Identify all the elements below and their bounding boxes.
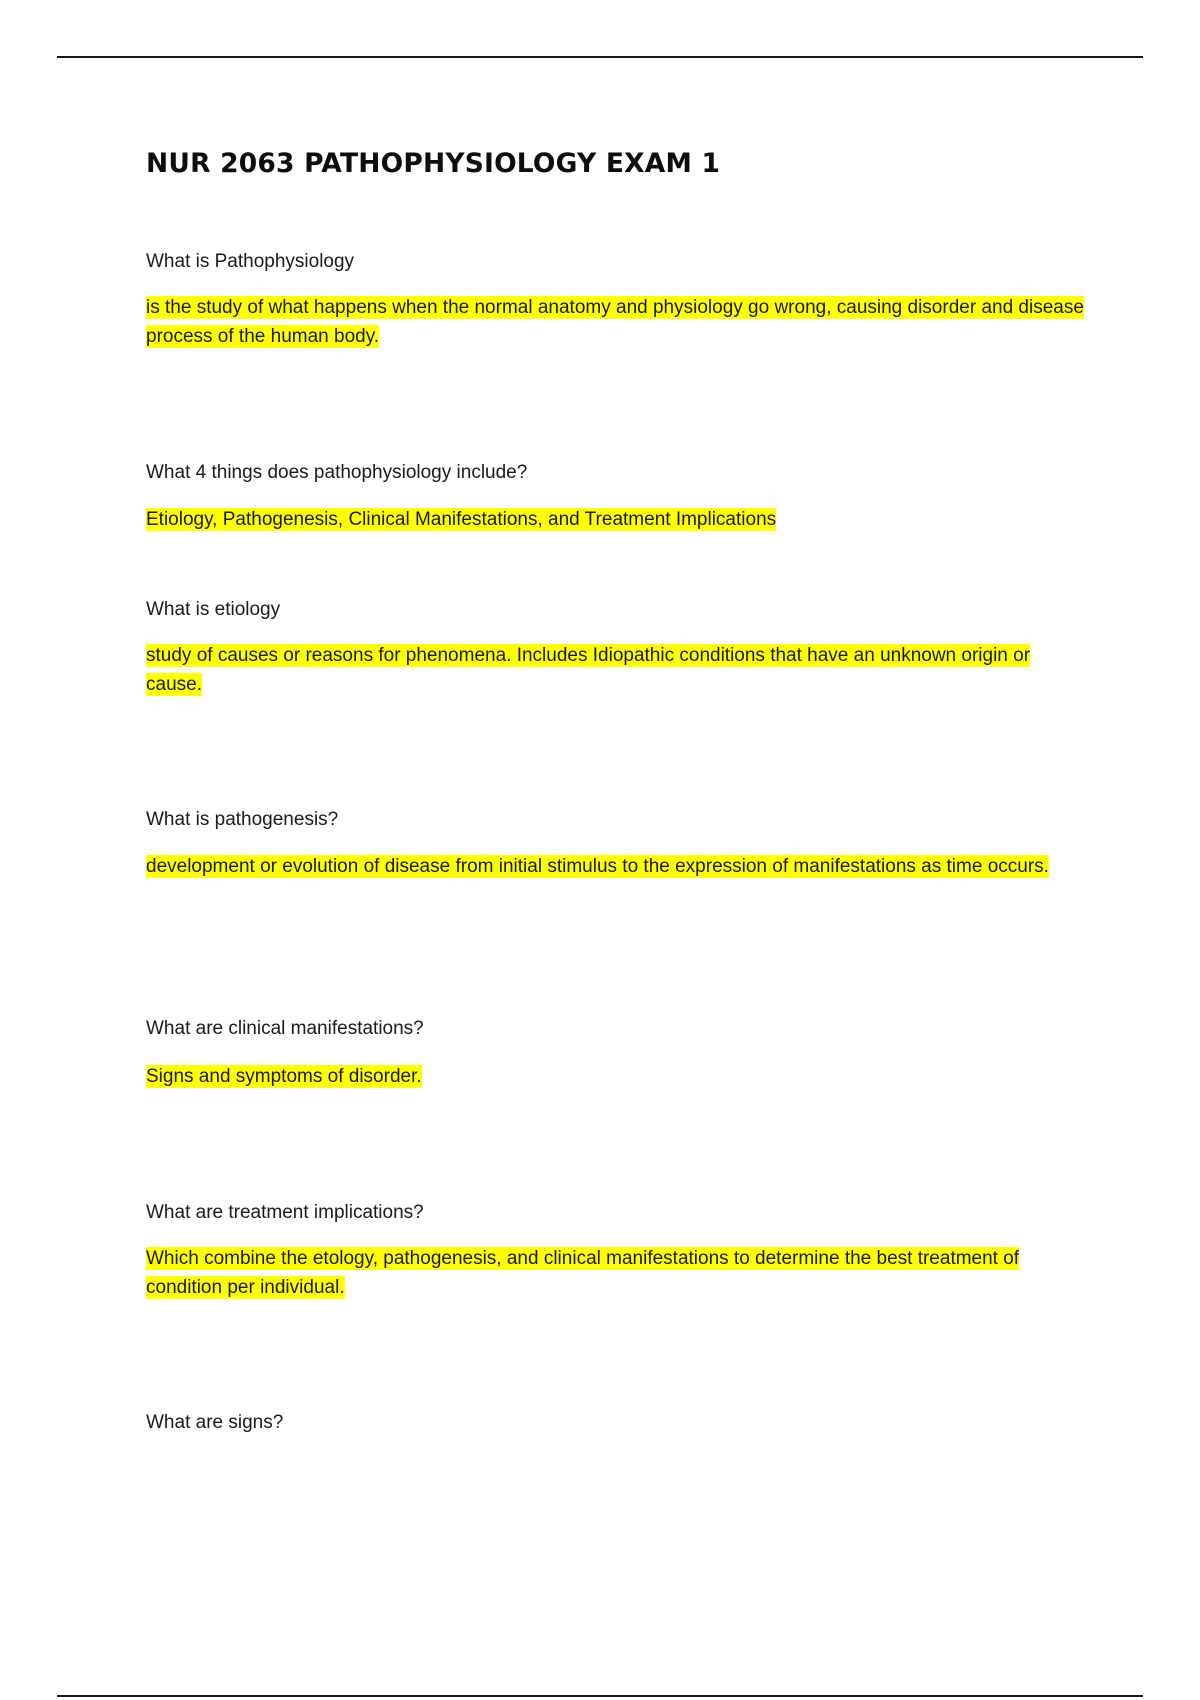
answer-highlight: development or evolution of disease from initial stimulus to the expression of manifestations as time occurs. (146, 856, 1049, 877)
page-title: NUR 2063 PATHOPHYSIOLOGY EXAM 1 (146, 148, 721, 179)
question-pathophysiology-includes: What 4 things does pathophysiology include? (146, 462, 528, 483)
answer-pathophysiology-includes (146, 505, 1086, 534)
question-signs: What are signs? (146, 1412, 284, 1433)
answer-highlight: Which combine the etology, pathogenesis, and clinical manifestations to determine the best treatment of condition per individual. (146, 1248, 1020, 1298)
answer-clinical-manifestations (146, 1062, 1086, 1091)
answer-highlight: Etiology, Pathogenesis, Clinical Manifestations, and Treatment Implications (146, 509, 777, 530)
question-pathogenesis: What is pathogenesis? (146, 809, 339, 830)
answer-highlight: is the study of what happens when the normal anatomy and physiology go wrong, causing disorder and disease process of the human body. (146, 297, 1084, 347)
question-etiology: What is etiology (146, 599, 281, 620)
answer-pathophysiology (146, 293, 1086, 351)
question-clinical-manifestations: What are clinical manifestations? (146, 1018, 424, 1039)
answer-highlight: Signs and symptoms of disorder. (146, 1066, 422, 1087)
answer-treatment-implications (146, 1244, 1086, 1302)
answer-pathogenesis (146, 852, 1086, 881)
top-rule (57, 56, 1143, 58)
question-treatment-implications: What are treatment implications? (146, 1202, 424, 1223)
answer-etiology (146, 641, 1086, 699)
question-pathophysiology: What is Pathophysiology (146, 251, 355, 272)
bottom-rule (57, 1695, 1143, 1697)
answer-highlight: study of causes or reasons for phenomena. Includes Idiopathic conditions that have an unknown origin or cause. (146, 645, 1031, 695)
